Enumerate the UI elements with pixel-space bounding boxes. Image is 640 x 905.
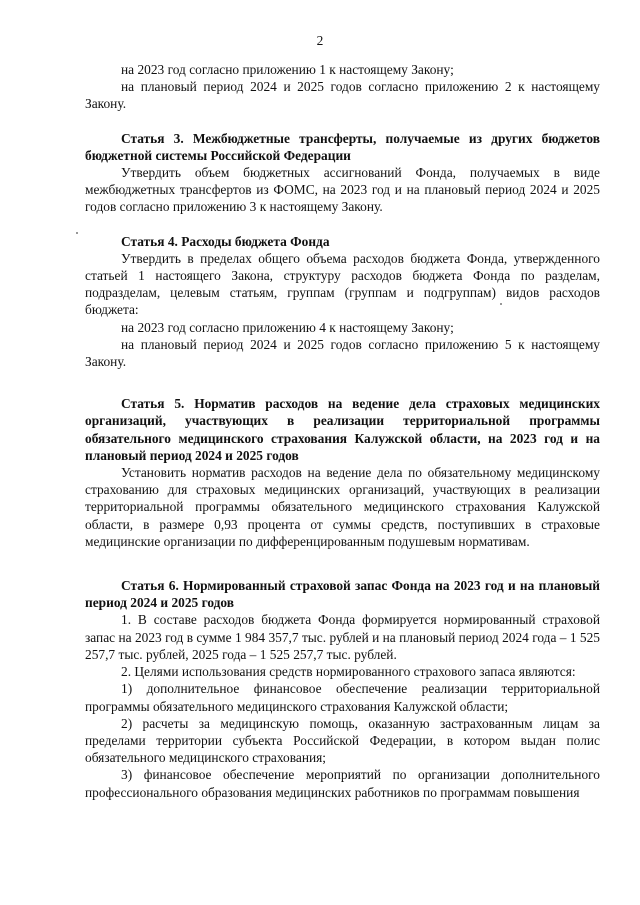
article-5-heading: Статья 5. Норматив расходов на ведение дела страховых медицинских организаций, участвующих в реализации территориальной программы обязательного медицинского страхования Калужской области, на 2023 год и на плановый период 2024 и 2025 годов — [85, 396, 600, 463]
paragraph: на 2023 год согласно приложению 4 к настоящему Закону; — [121, 319, 454, 335]
paragraph: на 2023 год согласно приложению 1 к настоящему Закону; — [121, 62, 454, 77]
article-4-heading: Статья 4. Расходы бюджета Фонда — [121, 233, 330, 249]
paragraph: на плановый период 2024 и 2025 годов согласно приложению 2 к настоящему Закону. — [85, 79, 600, 112]
paragraph: Установить норматив расходов на ведение дела по обязательному медицинскому страхованию для страховых медицинских организаций, участвующих в реализации территориальной программы обязательного медицинского страхования Калужской области, в размере 0,93 процента от суммы средств, поступивших в страховые медицинские организации по дифференцированным подушевым нормативам. — [85, 465, 600, 549]
page-number: 2 — [316, 33, 324, 48]
paragraph: 2) расчеты за медицинскую помощь, оказанную застрахованным лицам за пределами территории субъекта Российской Федерации, в котором выдан полис обязательного медицинского страхования; — [85, 715, 600, 766]
scan-speck — [76, 232, 78, 234]
paragraph: Утвердить объем бюджетных ассигнований Фонда, получаемых в виде межбюджетных трансфертов из ФОМС, на 2023 год и на плановый период 2024 и 2025 годов согласно приложению 3 к настоящему Закону. — [85, 165, 600, 215]
paragraph: Утвердить в пределах общего объема расходов бюджета Фонда, утвержденного статьей 1 настоящего Закона, структуру расходов бюджета Фонда по разделам, подразделам, целевым статьям, группам (группам и подгруппам) видов расходов бюджета: — [85, 250, 600, 318]
paragraph: на плановый период 2024 и 2025 годов согласно приложению 5 к настоящему Закону. — [85, 336, 600, 370]
article-6-heading: Статья 6. Нормированный страховой запас Фонда на 2023 год и на плановый период 2024 и 2025 годов — [85, 578, 600, 611]
article-3-heading: Статья 3. Межбюджетные трансферты, получаемые из других бюджетов бюджетной системы Российской Федерации — [85, 130, 600, 163]
paragraph: 2. Целями использования средств нормированного страхового запаса являются: — [121, 664, 576, 680]
paragraph: 1. В составе расходов бюджета Фонда формируется нормированный страховой запас на 2023 год в сумме 1 984 357,7 тыс. рублей и на плановый период 2024 года – 1 525 257,7 тыс. рублей, 2025 года – 1 525 257,7 тыс. рублей. — [85, 612, 600, 662]
document-body — [85, 61, 600, 801]
paragraph: 3) финансовое обеспечение мероприятий по организации дополнительного профессионального образования медицинских работников по программам повышения — [85, 767, 600, 800]
paragraph: 1) дополнительное финансовое обеспечение реализации территориальной программы обязательного медицинского страхования Калужской области; — [85, 681, 600, 714]
scan-speck — [500, 303, 502, 305]
